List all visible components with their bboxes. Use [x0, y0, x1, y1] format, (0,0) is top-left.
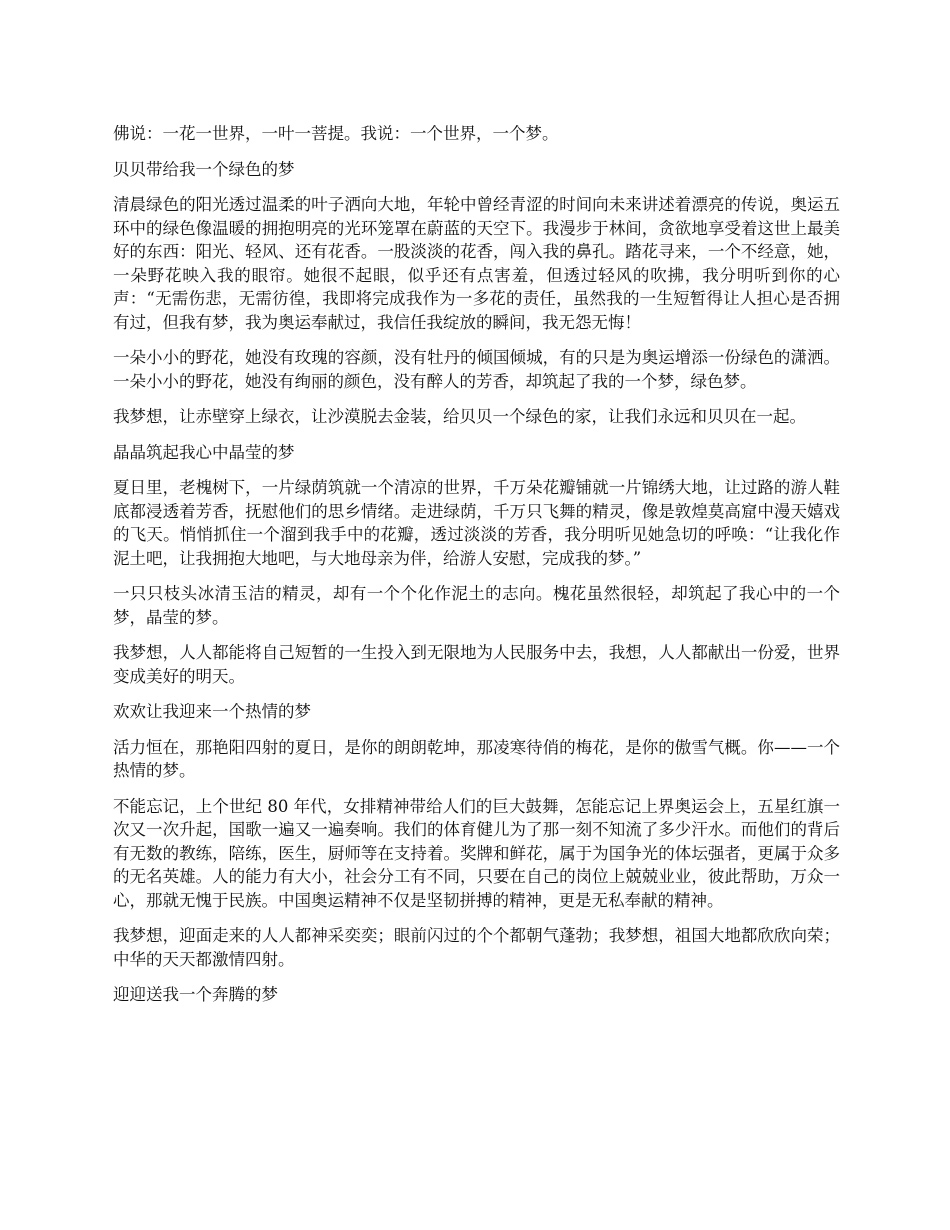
paragraph: 一只只枝头冰清玉洁的精灵，却有一个个化作泥土的志向。槐花虽然很轻，却筑起了我心中的一个梦，晶莹的梦。 — [113, 584, 840, 627]
paragraph: 一朵小小的野花，她没有玫瑰的容颜，没有牡丹的倾国倾城，有的只是为奥运增添一份绿色的潇洒。一朵小小的野花，她没有绚丽的颜色，没有醉人的芳香，却筑起了我的一个梦，绿色梦。 — [113, 348, 840, 391]
paragraph: 不能忘记，上个世纪 80 年代，女排精神带给人们的巨大鼓舞，怎能忘记上界奥运会上，五星红旗一次又一次升起，国歌一遍又一遍奏响。我们的体育健儿为了那一刻不知流了多少汗水。而他们的背后有无数的教练，陪练，医生，厨师等在支持着。奖牌和鲜花，属于为国争光的体坛强者，更属于众多的无名英雄。人的能力有大小，社会分工有不同，只要在自己的岗位上兢兢业业，彼此帮助，万众一心，那就无愧于民族。中国奥运精神不仅是坚韧拼搏的精神，更是无私奉献的精神。 — [113, 796, 840, 910]
section-heading-yingying: 迎迎送我一个奔腾的梦 — [113, 985, 278, 1004]
document-body — [113, 122, 840, 1019]
paragraph: 夏日里，老槐树下，一片绿荫筑就一个清凉的世界，千万朵花瓣铺就一片锦绣大地，让过路的游人鞋底都浸透着芳香，抚慰他们的思乡情绪。走进绿荫，千万只飞舞的精灵，像是敦煌莫高窟中漫天嬉戏的飞天。悄悄抓住一个溜到我手中的花瓣，透过淡淡的芳香，我分明听见她急切的呼唤：“让我化作泥土吧，让我拥抱大地吧，与大地母亲为伴，给游人安慰，完成我的梦。” — [113, 478, 840, 568]
section-heading-beibei: 贝贝带给我一个绿色的梦 — [113, 159, 295, 179]
paragraph: 清晨绿色的阳光透过温柔的叶子洒向大地，年轮中曾经青涩的时间向未来讲述着漂亮的传说，奥运五环中的绿色像温暖的拥抱明亮的光环笼罩在蔚蓝的天空下。我漫步于林间，贪欲地享受着这世上最美好的东西：阳光、轻风、还有花香。一股淡淡的花香，闯入我的鼻孔。踏花寻来，一个不经意，她，一朵野花映入我的眼帘。她很不起眼，似乎还有点害羞，但透过轻风的吹拂，我分明听到你的心声：“无需伤悲，无需彷徨，我即将完成我作为一多花的责任，虽然我的一生短暂得让人担心是否拥有过，但我有梦，我为奥运奉献过，我信任我绽放的瞬间，我无怨无悔！ — [113, 195, 840, 332]
paragraph: 活力恒在，那艳阳四射的夏日，是你的朗朗乾坤，那凌寒待俏的梅花，是你的傲雪气概。你——一个热情的梦。 — [113, 737, 840, 780]
section-heading-huanhuan: 欢欢让我迎来一个热情的梦 — [113, 702, 311, 721]
paragraph: 我梦想，人人都能将自己短暂的一生投入到无限地为人民服务中去，我想，人人都献出一份爱，世界变成美好的明天。 — [113, 643, 840, 686]
paragraph-intro: 佛说：一花一世界，一叶一菩提。我说：一个世界，一个梦。 — [113, 124, 559, 143]
paragraph: 我梦想，迎面走来的人人都神采奕奕；眼前闪过的个个都朝气蓬勃；我梦想，祖国大地都欣欣向荣；中华的天天都激情四射。 — [113, 926, 840, 969]
section-heading-jingjing: 晶晶筑起我心中晶莹的梦 — [113, 442, 295, 462]
paragraph: 我梦想，让赤壁穿上绿衣，让沙漠脱去金装，给贝贝一个绿色的家，让我们永远和贝贝在一起。 — [113, 407, 806, 426]
